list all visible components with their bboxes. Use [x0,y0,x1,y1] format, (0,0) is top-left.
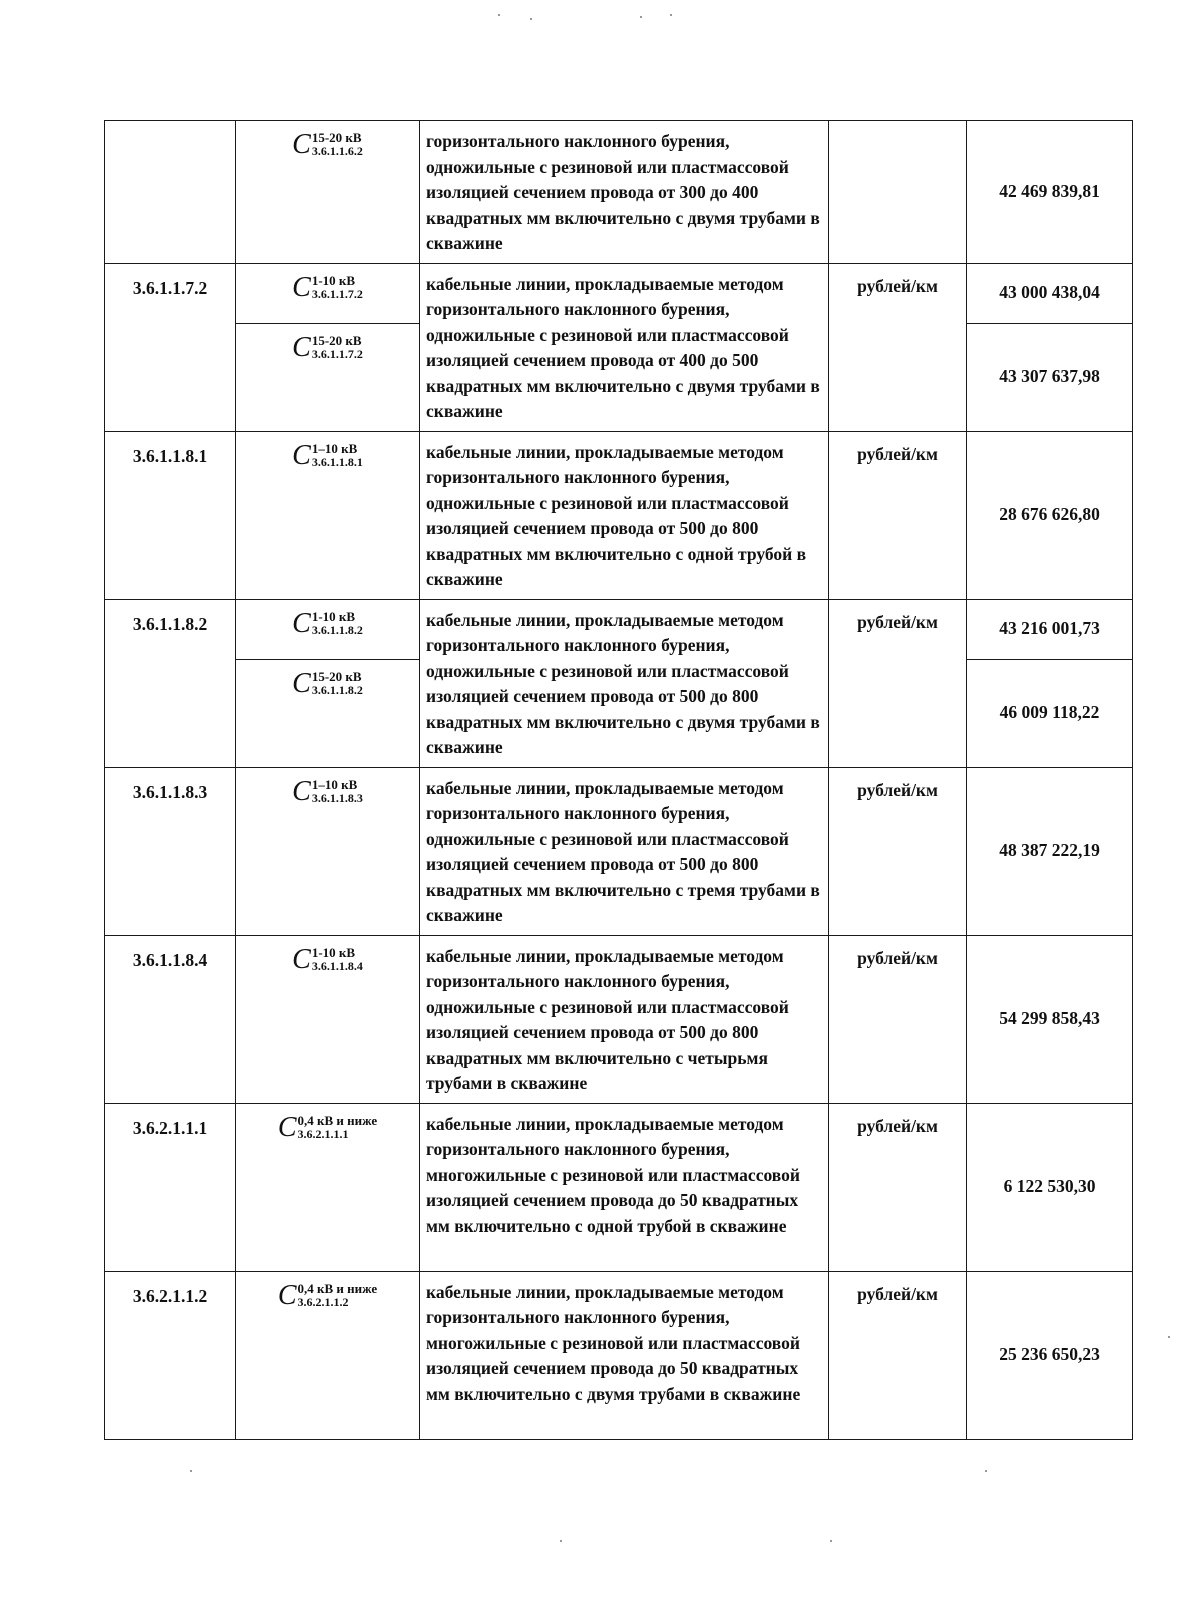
tariff-symbol [277,1279,378,1311]
item-code: 3.6.1.1.8.4 [132,949,208,970]
table-row [105,1271,1133,1439]
value-text: 43 000 438,04 [999,282,1100,303]
unit-text: рублей/км [857,611,938,632]
description-text: горизонтального наклонного бурения, одножильные с резиновой или пластмассовой изоляцией сечением провода от 300 до 400 квадратных мм включительно с двумя трубами в скважине [426,131,820,253]
tariff-symbol [292,775,363,807]
scan-speck [530,18,532,20]
symbol-superscript: 1–10 кВ [311,776,358,792]
symbol-indices [312,778,363,805]
symbol-cell [236,1271,420,1439]
value-cell [967,599,1133,659]
unit-text: рублей/км [857,1115,938,1136]
item-code: 3.6.1.1.8.3 [132,781,208,802]
value-text: 46 009 118,22 [999,702,1100,723]
item-code: 3.6.1.1.8.2 [132,613,208,634]
unit-text: рублей/км [857,443,938,464]
value-cell [967,1103,1133,1271]
value-text: 48 387 222,19 [999,840,1100,861]
symbol-subscript: 3.6.1.1.8.3 [311,790,363,805]
description-cell [420,1271,829,1439]
value-text: 43 307 637,98 [999,366,1100,387]
description-text: кабельные линии, прокладываемые методом горизонтального наклонного бурения, одножильные с резиновой или пластмассовой изоляцией сечением провода от 500 до 800 квадратных мм включительно с тремя трубами в скважине [426,777,820,925]
value-text: 28 676 626,80 [999,504,1100,525]
description-cell [420,767,829,935]
item-code: 3.6.1.1.7.2 [132,277,208,298]
item-code-cell [105,431,236,599]
item-code-cell [105,599,236,767]
item-code-cell [105,1271,236,1439]
tariff-symbol [292,667,363,699]
symbol-superscript: 1–10 кВ [311,440,358,456]
table-row [105,431,1133,599]
value-cell [967,659,1133,767]
description-cell [420,263,829,431]
symbol-cell [236,1103,420,1271]
symbol-cell [236,263,420,323]
symbol-indices [312,670,363,697]
symbol-subscript: 3.6.1.1.8.2 [311,682,363,697]
unit-cell [829,263,967,431]
symbol-indices [312,334,363,361]
symbol-superscript: 15-20 кВ [311,668,362,684]
unit-cell [829,431,967,599]
symbol-cell [236,767,420,935]
scan-speck [560,1540,562,1542]
value-cell [967,323,1133,431]
value-text: 42 469 839,81 [999,181,1100,201]
description-cell [420,431,829,599]
description-cell [420,599,829,767]
value-text: 54 299 858,43 [999,1008,1100,1029]
item-code: 3.6.2.1.1.1 [132,1117,208,1138]
unit-text: рублей/км [857,779,938,800]
unit-cell [829,1271,967,1439]
symbol-subscript: 3.6.1.1.7.2 [311,286,363,301]
scan-speck [985,1470,987,1472]
item-code: 3.6.2.1.1.2 [132,1285,208,1306]
symbol-letter: C [292,439,311,471]
tariff-symbol [292,131,363,159]
unit-cell [829,935,967,1103]
symbol-indices [312,610,363,637]
table-row [105,263,1133,323]
unit-cell [829,767,967,935]
symbol-letter: C [292,667,311,699]
symbol-cell [236,659,420,767]
symbol-indices [312,946,363,973]
table-row [105,121,1133,264]
description-text: кабельные линии, прокладываемые методом горизонтального наклонного бурения, одножильные с резиновой или пластмассовой изоляцией сечением провода от 500 до 800 квадратных мм включительно с одной трубой в скважине [426,441,807,589]
scan-speck [640,16,642,18]
symbol-indices [298,1282,378,1309]
table-row [105,767,1133,935]
symbol-superscript: 15-20 кВ [311,332,362,348]
symbol-cell [236,323,420,431]
symbol-subscript: 3.6.1.1.8.2 [311,622,363,637]
value-cell [967,431,1133,599]
symbol-letter: C [277,1111,297,1143]
value-text: 25 236 650,23 [999,1344,1100,1365]
value-cell [967,767,1133,935]
symbol-superscript: 1-10 кВ [311,272,356,288]
value-cell [967,121,1133,264]
unit-text: рублей/км [857,275,938,296]
item-code-cell [105,1103,236,1271]
description-text: кабельные линии, прокладываемые методом горизонтального наклонного бурения, многожильные с резиновой или пластмассовой изоляцией сечением провода до 50 квадратных мм включительно с двумя трубами в скважине [426,1281,801,1404]
table-row [105,935,1133,1103]
symbol-cell [236,935,420,1103]
symbol-cell [236,599,420,659]
symbol-letter: C [292,331,311,363]
symbol-superscript: 15-20 кВ [311,130,362,145]
symbol-subscript: 3.6.1.1.7.2 [311,346,363,361]
symbol-letter: C [292,775,311,807]
symbol-letter: C [292,129,311,160]
unit-text: рублей/км [857,1283,938,1304]
item-code: 3.6.1.1.8.1 [132,445,208,466]
description-text: кабельные линии, прокладываемые методом горизонтального наклонного бурения, одножильные с резиновой или пластмассовой изоляцией сечением провода от 400 до 500 квадратных мм включительно с двумя трубами в скважине [426,273,820,421]
unit-text: рублей/км [857,947,938,968]
symbol-letter: C [292,607,311,639]
symbol-indices [312,131,363,158]
symbol-subscript: 3.6.2.1.1.2 [297,1294,349,1309]
value-cell [967,263,1133,323]
unit-cell [829,1103,967,1271]
symbol-letter: C [292,271,311,303]
value-cell [967,935,1133,1103]
item-code-cell [105,263,236,431]
symbol-cell [236,431,420,599]
scan-speck [670,14,672,16]
item-code-cell [105,121,236,264]
description-cell [420,935,829,1103]
description-text: кабельные линии, прокладываемые методом горизонтального наклонного бурения, одножильные с резиновой или пластмассовой изоляцией сечением провода от 500 до 800 квадратных мм включительно с двумя трубами в скважине [426,609,820,757]
symbol-letter: C [277,1279,297,1311]
description-cell [420,1103,829,1271]
symbol-superscript: 0,4 кВ и ниже [297,1112,378,1128]
tariff-symbol [292,331,363,363]
symbol-subscript: 3.6.1.1.8.4 [311,958,363,973]
scan-speck [830,1540,832,1542]
tariff-symbol [292,607,363,639]
symbol-indices [298,1114,378,1141]
symbol-subscript: 3.6.2.1.1.1 [297,1126,349,1141]
value-text: 43 216 001,73 [999,618,1100,639]
value-text: 6 122 530,30 [1003,1176,1096,1197]
table-row [105,1103,1133,1271]
symbol-subscript: 3.6.1.1.6.2 [311,144,363,158]
value-cell [967,1271,1133,1439]
scan-speck [498,14,500,16]
description-text: кабельные линии, прокладываемые методом горизонтального наклонного бурения, одножильные с резиновой или пластмассовой изоляцией сечением провода от 500 до 800 квадратных мм включительно с четырьмя трубами в скважине [426,945,789,1093]
tariff-table-body [105,121,1133,1440]
symbol-superscript: 0,4 кВ и ниже [297,1280,378,1296]
symbol-indices [312,442,363,469]
tariff-symbol [277,1111,378,1143]
symbol-cell [236,121,420,264]
tariff-symbol [292,439,363,471]
tariff-symbol [292,271,363,303]
scan-speck [190,1470,192,1472]
description-text: кабельные линии, прокладываемые методом горизонтального наклонного бурения, многожильные с резиновой или пластмассовой изоляцией сечением провода до 50 квадратных мм включительно с одной трубой в скважине [426,1113,800,1236]
description-cell [420,121,829,264]
unit-cell [829,121,967,264]
item-code-cell [105,935,236,1103]
tariff-symbol [292,943,363,975]
symbol-subscript: 3.6.1.1.8.1 [311,454,363,469]
unit-cell [829,599,967,767]
symbol-superscript: 1-10 кВ [311,608,356,624]
tariff-table [104,120,1133,1440]
table-row [105,599,1133,659]
scan-speck [1168,1336,1170,1338]
item-code-cell [105,767,236,935]
symbol-letter: C [292,943,311,975]
symbol-superscript: 1-10 кВ [311,944,356,960]
symbol-indices [312,274,363,301]
